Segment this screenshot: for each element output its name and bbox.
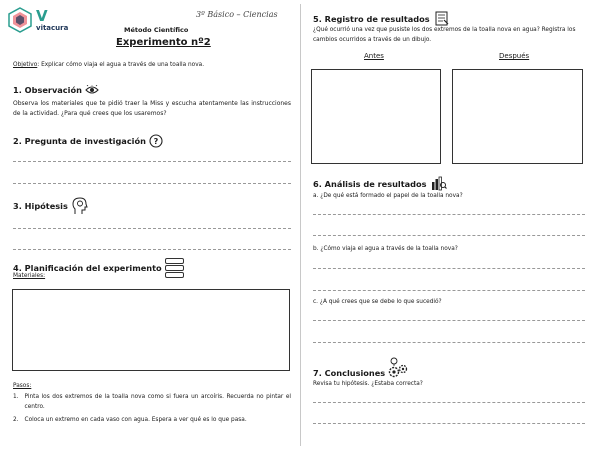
step-text: Coloca un extremo en cada vaso con agua. Espera a ver qué es lo que pasa.	[24, 417, 247, 423]
checklist-line	[165, 258, 184, 264]
analysis-question-b: b. ¿Cómo viaja el agua a través de la toalla nova?	[313, 246, 458, 252]
step-number: 1.	[13, 394, 19, 400]
analysis-heading: 6. Análisis de resultados	[313, 178, 427, 189]
conclusions-text: Revisa tu hipótesis. ¿Estaba correcta?	[313, 381, 423, 387]
analysis-question-c: c. ¿A qué crees que se debe lo que sucedió?	[313, 299, 442, 305]
after-label	[499, 52, 529, 62]
logo-name: vitacura	[36, 24, 69, 32]
lightbulb-head-icon	[72, 197, 88, 215]
objective-label: Objetivo	[13, 62, 38, 68]
question-heading-row	[13, 134, 163, 148]
step-item	[13, 416, 291, 426]
results-heading-row	[313, 11, 449, 26]
step-text: Pinta los dos extremos de la toalla nova como si fuera un arcoíris. Recuerda no pintar el centro.	[24, 394, 291, 410]
after-drawing-box[interactable]	[452, 69, 583, 164]
answer-line[interactable]	[313, 235, 585, 236]
step-item	[13, 393, 291, 412]
objective-text: : Explicar cómo viaja el agua a través de una toalla nova.	[37, 62, 205, 68]
analysis-question-a: a. ¿De qué está formado el papel de la toalla nova?	[313, 193, 463, 199]
school-logo-icon	[7, 7, 33, 33]
notebook-icon	[434, 11, 449, 26]
svg-text:?: ?	[153, 137, 159, 146]
answer-line[interactable]	[13, 183, 291, 184]
checklist-line	[165, 265, 184, 271]
planning-heading: 4. Planificación del experimento	[13, 263, 162, 273]
observation-heading-row	[13, 85, 99, 95]
page-divider	[300, 4, 301, 446]
before-label-text: Antes	[364, 52, 384, 60]
chart-magnifier-icon	[431, 176, 447, 191]
answer-line[interactable]	[313, 402, 585, 403]
answer-line[interactable]	[313, 423, 585, 424]
observation-text: Observa los materiales que te pidió traer la Miss y escucha atentamente las instrucciones de la actividad. ¿Para qué crees que los usaremos?	[13, 100, 291, 117]
after-label-text: Después	[499, 52, 530, 60]
observation-heading: 1. Observación	[13, 85, 82, 95]
conclusions-heading: 7. Conclusiones	[313, 368, 386, 378]
answer-line[interactable]	[313, 342, 585, 343]
gears-idea-icon	[388, 357, 408, 379]
answer-line[interactable]	[13, 228, 291, 229]
steps-label: Pasos:	[13, 383, 32, 389]
answer-line[interactable]	[13, 249, 291, 250]
hypothesis-heading: 3. Hipótesis	[13, 201, 68, 211]
before-drawing-box[interactable]	[311, 69, 441, 164]
materials-box[interactable]	[12, 289, 290, 371]
answer-line[interactable]	[313, 290, 585, 291]
grade-label: 3º Básico – Ciencias	[196, 10, 278, 19]
objective	[13, 61, 293, 71]
question-bubble-icon	[149, 134, 163, 148]
question-heading: 2. Pregunta de investigación	[13, 136, 146, 146]
results-heading: 5. Registro de resultados	[313, 13, 430, 24]
school-logo	[36, 9, 68, 32]
answer-line[interactable]	[313, 214, 585, 215]
eye-icon	[85, 85, 99, 95]
checklist-icon	[165, 258, 184, 278]
results-text: ¿Qué ocurrió una vez que pusiste los dos extremos de la toalla nova en agua? Registra los cambios ocurridos a través de un dibujo.	[313, 27, 576, 43]
worksheet-subtitle: Método Científico	[124, 26, 189, 34]
steps-list	[13, 393, 291, 426]
logo-v-mark: V	[36, 7, 48, 25]
answer-line[interactable]	[313, 320, 585, 321]
analysis-heading-row	[313, 176, 447, 191]
before-label	[364, 52, 384, 62]
worksheet-title: Experimento nº2	[116, 37, 211, 48]
hypothesis-heading-row	[13, 197, 88, 215]
conclusions-heading-row	[313, 357, 408, 379]
answer-line[interactable]	[13, 161, 291, 162]
materials-label: Materiales:	[13, 273, 46, 279]
step-number: 2.	[13, 417, 19, 423]
answer-line[interactable]	[313, 268, 585, 269]
checklist-line	[165, 272, 184, 278]
